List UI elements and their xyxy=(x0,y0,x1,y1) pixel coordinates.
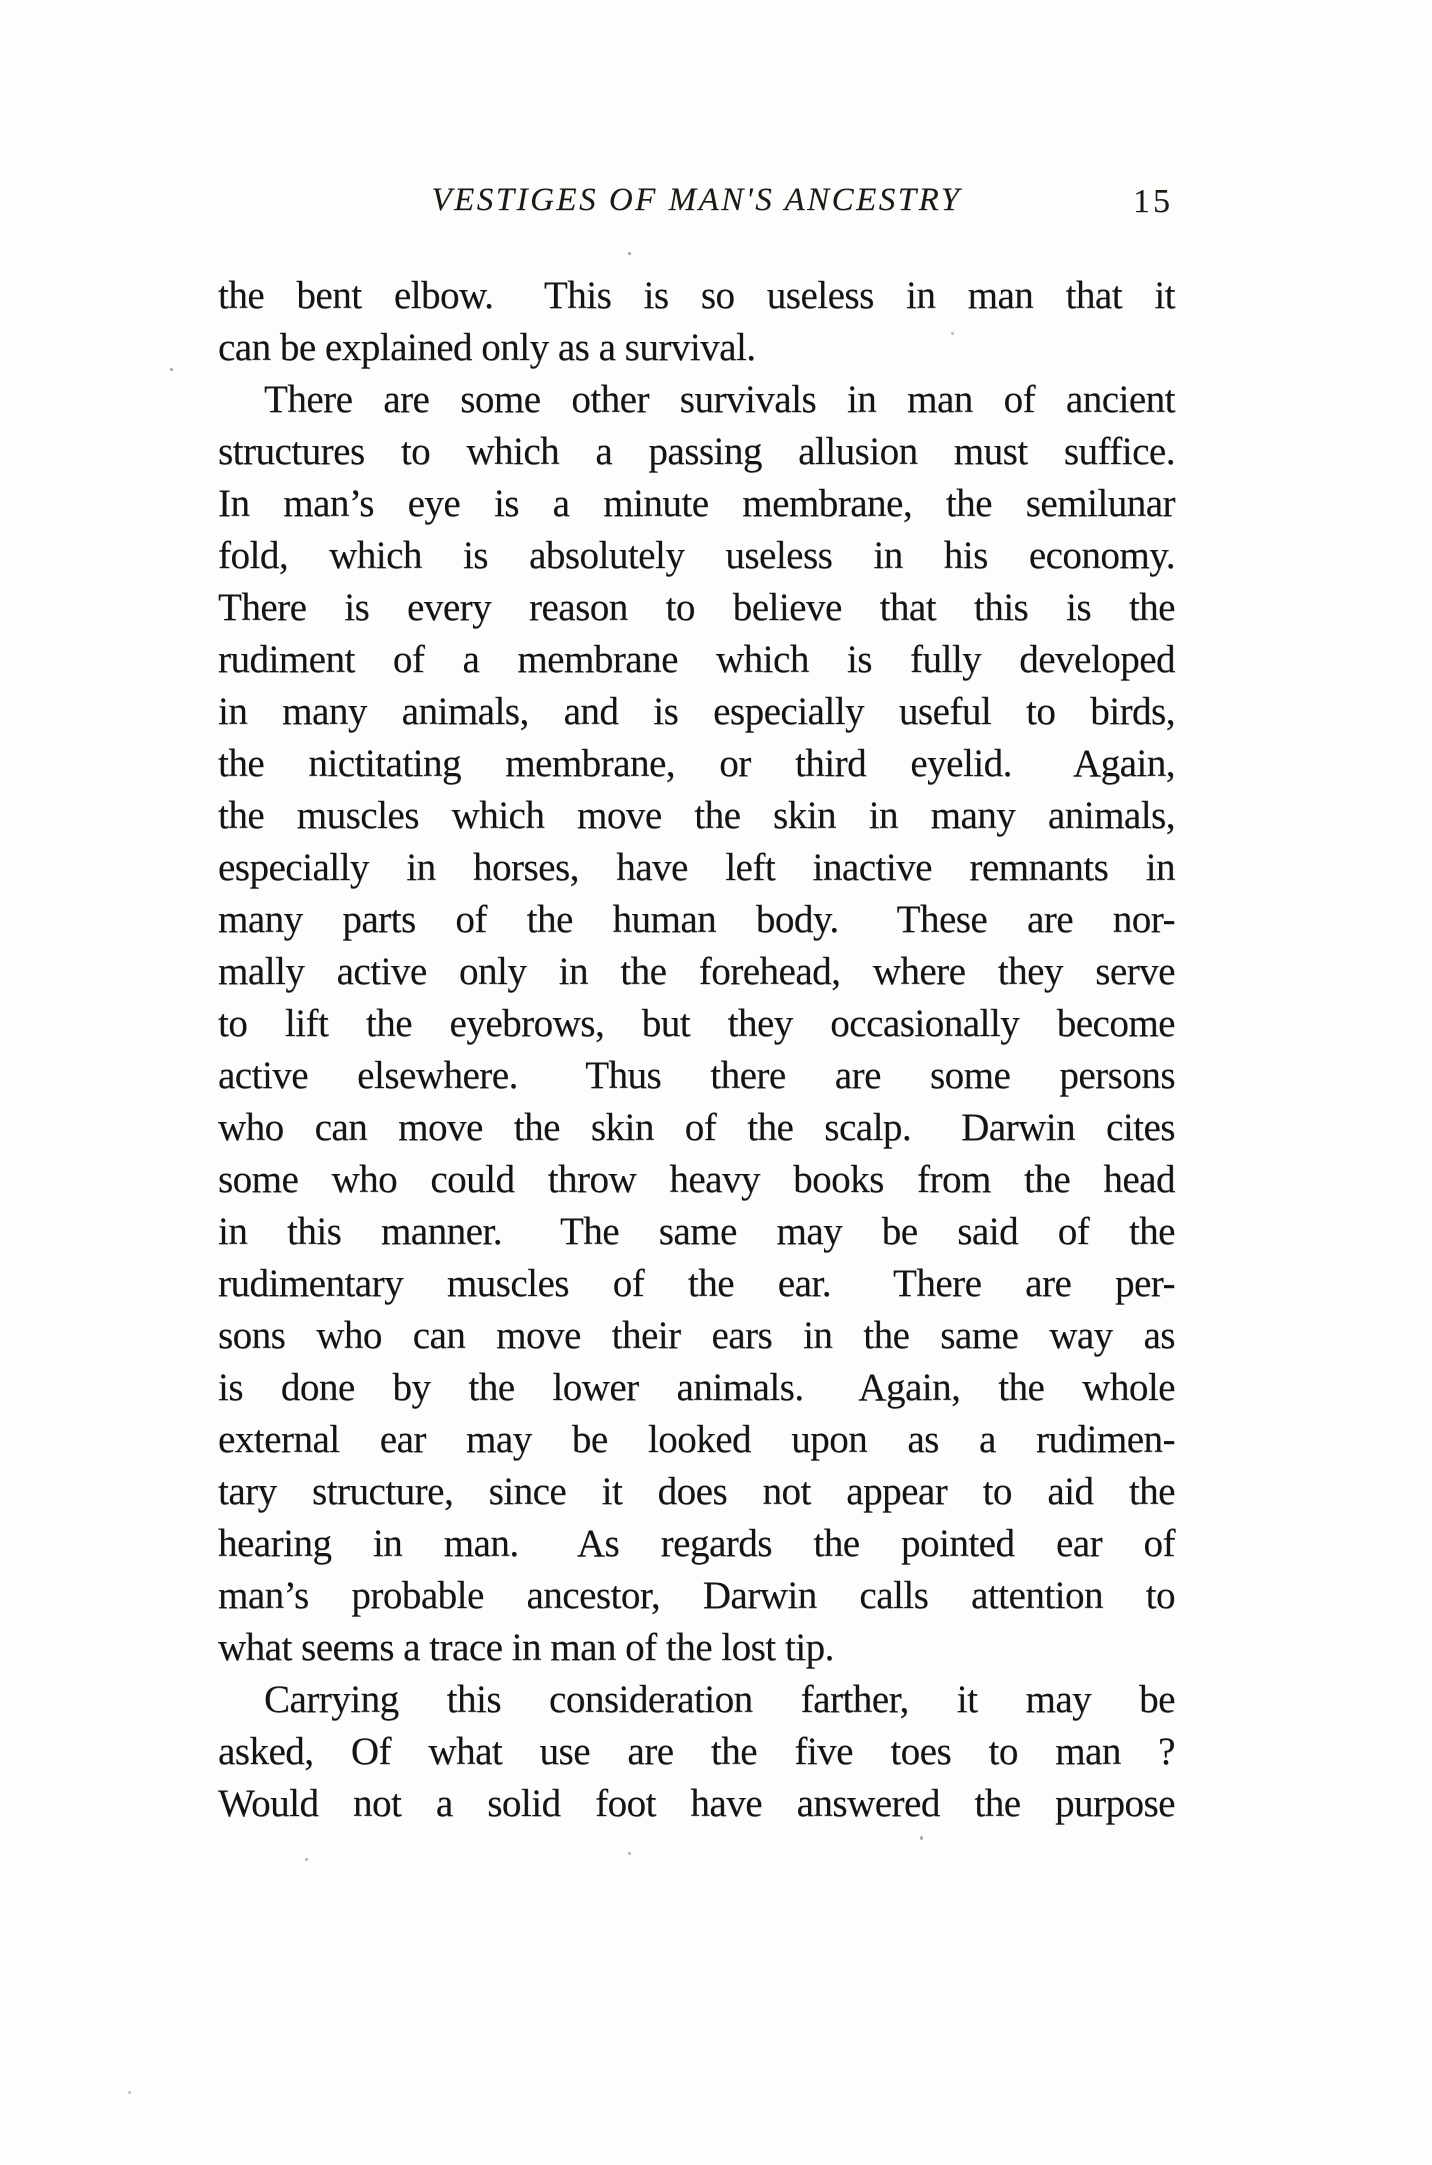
text-line: to lift the eyebrows, but they occasionally become xyxy=(218,1002,1175,1045)
text-line: especially in horses, have left inactive remnants in xyxy=(218,846,1175,889)
text-line: hearing in man. As regards the pointed ear of xyxy=(218,1522,1175,1565)
text-line: man’s probable ancestor, Darwin calls attention to xyxy=(218,1574,1175,1617)
scan-speck xyxy=(435,1342,437,1345)
text-line: mally active only in the forehead, where they serve xyxy=(218,950,1175,993)
text-line: the bent elbow. This is so useless in man that it xyxy=(218,274,1175,317)
scan-speck xyxy=(305,1858,308,1861)
scan-speck xyxy=(628,252,631,255)
text-line: is done by the lower animals. Again, the whole xyxy=(218,1366,1175,1409)
text-line: asked, Of what use are the five toes to man ? xyxy=(218,1730,1175,1773)
text-line: There is every reason to believe that this is the xyxy=(218,586,1175,629)
text-line: rudimentary muscles of the ear. There are per- xyxy=(218,1262,1175,1305)
text-line: some who could throw heavy books from the head xyxy=(218,1158,1175,1201)
text-line: can be explained only as a survival. xyxy=(218,326,756,369)
text-line: external ear may be looked upon as a rudimen- xyxy=(218,1418,1175,1461)
text-line: tary structure, since it does not appear to aid the xyxy=(218,1470,1175,1513)
text-line: the nictitating membrane, or third eyelid. Again, xyxy=(218,742,1175,785)
text-line: in this manner. The same may be said of the xyxy=(218,1210,1175,1253)
text-line: many parts of the human body. These are nor- xyxy=(218,898,1175,941)
text-line: rudiment of a membrane which is fully developed xyxy=(218,638,1175,681)
scan-speck xyxy=(951,332,954,335)
text-line: what seems a trace in man of the lost tip. xyxy=(218,1626,834,1669)
text-line: sons who can move their ears in the same way as xyxy=(218,1314,1175,1357)
text-line: active elsewhere. Thus there are some persons xyxy=(218,1054,1175,1097)
page-header xyxy=(218,182,1175,230)
text-line: the muscles which move the skin in many animals, xyxy=(218,794,1175,837)
scan-speck xyxy=(170,368,173,371)
text-line: In man’s eye is a minute membrane, the semilunar xyxy=(218,482,1175,525)
body-text xyxy=(218,270,1175,1830)
running-title: VESTIGES OF MAN'S ANCESTRY xyxy=(431,182,962,218)
page-number: 15 xyxy=(1133,183,1173,220)
text-line: Carrying this consideration farther, it may be xyxy=(264,1678,1175,1721)
scan-speck xyxy=(920,1836,923,1840)
text-line: structures to which a passing allusion must suffice. xyxy=(218,430,1175,473)
scan-speck xyxy=(128,2091,131,2094)
text-line: in many animals, and is especially useful to birds, xyxy=(218,690,1175,733)
text-line: who can move the skin of the scalp. Darwin cites xyxy=(218,1106,1175,1149)
text-line: There are some other survivals in man of ancient xyxy=(264,378,1175,421)
scan-speck xyxy=(628,1852,631,1855)
text-line: fold, which is absolutely useless in his economy. xyxy=(218,534,1175,577)
text-line: Would not a solid foot have answered the purpose xyxy=(218,1782,1175,1825)
